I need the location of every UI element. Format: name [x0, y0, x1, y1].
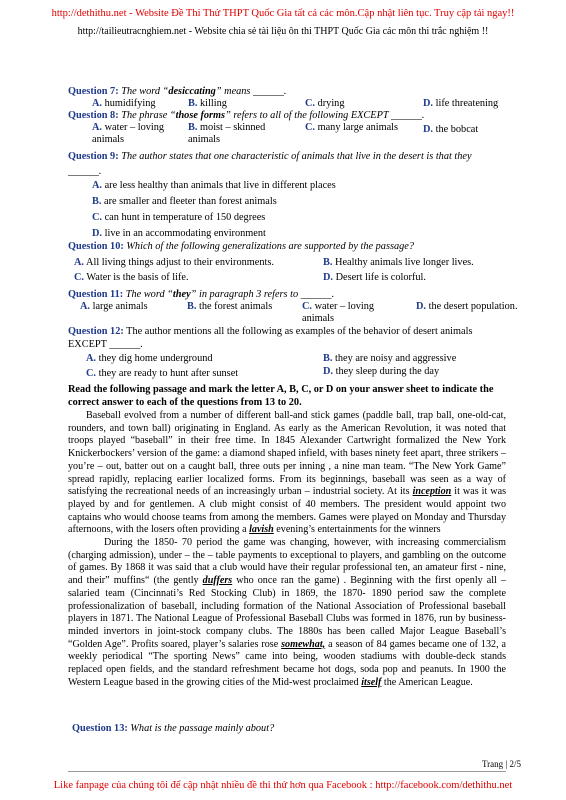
- question-10: [68, 241, 414, 253]
- option-a: A. large animals: [80, 301, 148, 312]
- option-a: A. they dig home underground: [86, 353, 213, 364]
- question-number: Question 10:: [68, 241, 124, 252]
- footer-link[interactable]: Like fanpage của chúng tôi để cập nhật nhiều đề thi thử hơn qua Facebook : http://facebook.com/dethithu.net: [53, 780, 513, 791]
- footer-divider: [68, 771, 506, 772]
- reading-instruction: Read the following passage and mark the letter A, B, C, or D on your answer sheet to indicate the correct answer to each of the questions from 13 to 20.: [68, 384, 494, 408]
- question-stem: The author states that one characteristic of animals that live in the desert is that they ______.: [68, 151, 472, 177]
- option-c: C. Water is the basis of life.: [74, 272, 189, 283]
- question-stem: The word “: [121, 86, 169, 97]
- question-9: [68, 149, 506, 179]
- header-line-1: http://dethithu.net - Website Đề Thi Thử THPT Quốc Gia tất cả các môn.Cập nhật liên tục. Truy cập tải ngay!!: [51, 8, 515, 19]
- option-b: B. are smaller and fleeter than forest animals: [92, 196, 277, 207]
- option-b: B. they are noisy and aggressive: [323, 353, 457, 364]
- question-7: [68, 86, 286, 98]
- question-stem: The word “: [125, 289, 173, 300]
- option-a: A. All living things adjust to their environments.: [74, 257, 274, 268]
- option-b: B. the forest animals: [187, 301, 273, 312]
- option-d: D. the bobcat: [423, 124, 479, 135]
- highlighted-word: somewhat,: [281, 638, 326, 650]
- question-stem: The phrase “: [121, 110, 176, 121]
- highlighted-word: lavish: [249, 524, 274, 536]
- page-number: Trang | 2/5: [482, 759, 521, 769]
- option-a: A. water – loving animals: [92, 122, 165, 145]
- option-d: D. Desert life is colorful.: [323, 272, 426, 283]
- target-word: desiccating: [168, 86, 216, 97]
- target-word: they: [172, 289, 191, 300]
- option-c: C. drying: [305, 98, 345, 109]
- question-8: [68, 110, 424, 122]
- question-number: Question 11:: [68, 289, 124, 300]
- question-number: Question 13:: [72, 723, 128, 734]
- highlighted-word: itself: [361, 676, 382, 688]
- reading-passage: [68, 410, 506, 689]
- target-word: those forms: [175, 110, 226, 121]
- option-a: A. are less healthy than animals that live in different places: [92, 180, 336, 191]
- header-line-2: http://tailieutracnghiem.net - Website chia sẻ tài liệu ôn thi THPT Quốc Gia các môn thi trắc nghiệm !!: [77, 26, 489, 37]
- question-stem-end: ” means ______.: [215, 86, 287, 97]
- question-number: Question 8:: [68, 110, 119, 121]
- option-c: C. water – loving animals: [302, 301, 375, 324]
- option-c: C. can hunt in temperature of 150 degrees: [92, 212, 266, 223]
- question-stem: The author mentions all the following as examples of the behavior of desert animals EXCEPT ______.: [68, 326, 473, 350]
- option-b: B. Healthy animals live longer lives.: [323, 257, 474, 268]
- passage-paragraph-2: During the 1850- 70 period the game was changing, however, with increasing commercialism (charging admission), under – the – table payments to exceptional to players, and gambling on the outcome of games. By 1868 it was said that a club would have their regular professional ten, an amateur first - nine, and their” muffins“ (the gently duffers who once ran the game) . Beginning with the first openly all – salaried team (Cincinnati’s Red Stocking Club) in 1869, the 1870- 1890 period saw the complete professionalization of baseball, including formation of the National Association of Professional baseball players in 1871. The National League of Professional Baseball Clubs was formed in 1876, run by business-minded invertors in joint-stock company clubs. The 1880s has been called Major League Baseball’s “Golden Age”. Profits soared, player’s salaries rose somewhat, a season of 84 games became one of 132, a weekly periodical “The sporting News” came into being, wooden stadiums with double-deck stands replaced open fields, and the standard refreshment became hot dogs, soda pop and peanuts. In 1900 the Western League based in the growing cities of the Mid-west proclaimed itself the American League.: [68, 537, 507, 688]
- highlighted-word: duffers: [202, 575, 233, 587]
- highlighted-word: inception: [412, 486, 452, 498]
- question-number: Question 7:: [68, 86, 119, 97]
- question-stem-end: ” in paragraph 3 refers to ______.: [190, 289, 335, 300]
- question-number: Question 12:: [68, 326, 124, 337]
- option-d: D. they sleep during the day: [323, 366, 440, 377]
- question-stem: Which of the following generalizations are supported by the passage?: [126, 241, 414, 252]
- question-number: Question 9:: [68, 151, 119, 162]
- question-11: [68, 289, 334, 301]
- option-d: D. live in an accommodating environment: [92, 228, 266, 239]
- option-d: D. life threatening: [423, 98, 499, 109]
- question-stem: What is the passage mainly about?: [130, 723, 275, 734]
- option-b: B. killing: [188, 98, 227, 109]
- question-13: [72, 723, 274, 735]
- option-c: C. they are ready to hunt after sunset: [86, 368, 239, 379]
- option-c: C. many large animals: [305, 122, 399, 133]
- option-a: A. humidifying: [92, 98, 156, 109]
- question-stem-end: ” refers to all of the following EXCEPT ______.: [225, 110, 425, 121]
- option-b: B. moist – skinned animals: [188, 122, 266, 145]
- passage-paragraph-1: Baseball evolved from a number of different ball-and stick games (paddle ball, trap ball, one-old-cat, rounders, and town ball) originating in England. As early as the American Revolution, it was noted that troops played “baseball” in their free time. In 1845 Alexander Cartwright formalized the New York Knickerbockers’ version of the game: a diamond shaped infield, with bases ninety feet apart, three strikers – you’re – out, batter out on a caught ball, three outs per inning , a nine man team. “The New York Game” spread rapidly, replacing earlier localized forms. From its beginnings, baseball was seen as a way of satisfying the recreational needs of an increasingly urban – industrial society. At its inception it was it was played by and for gentlemen. A club might consist of 40 members. The president would appoint two captains who would choose teams from among the members. Games were played on Monday and Thursday afternoons, with the losers often providing a lavish evening’s entertainments for the winners: [68, 410, 507, 536]
- question-12: [68, 325, 506, 351]
- option-d: D. the desert population.: [416, 301, 518, 312]
